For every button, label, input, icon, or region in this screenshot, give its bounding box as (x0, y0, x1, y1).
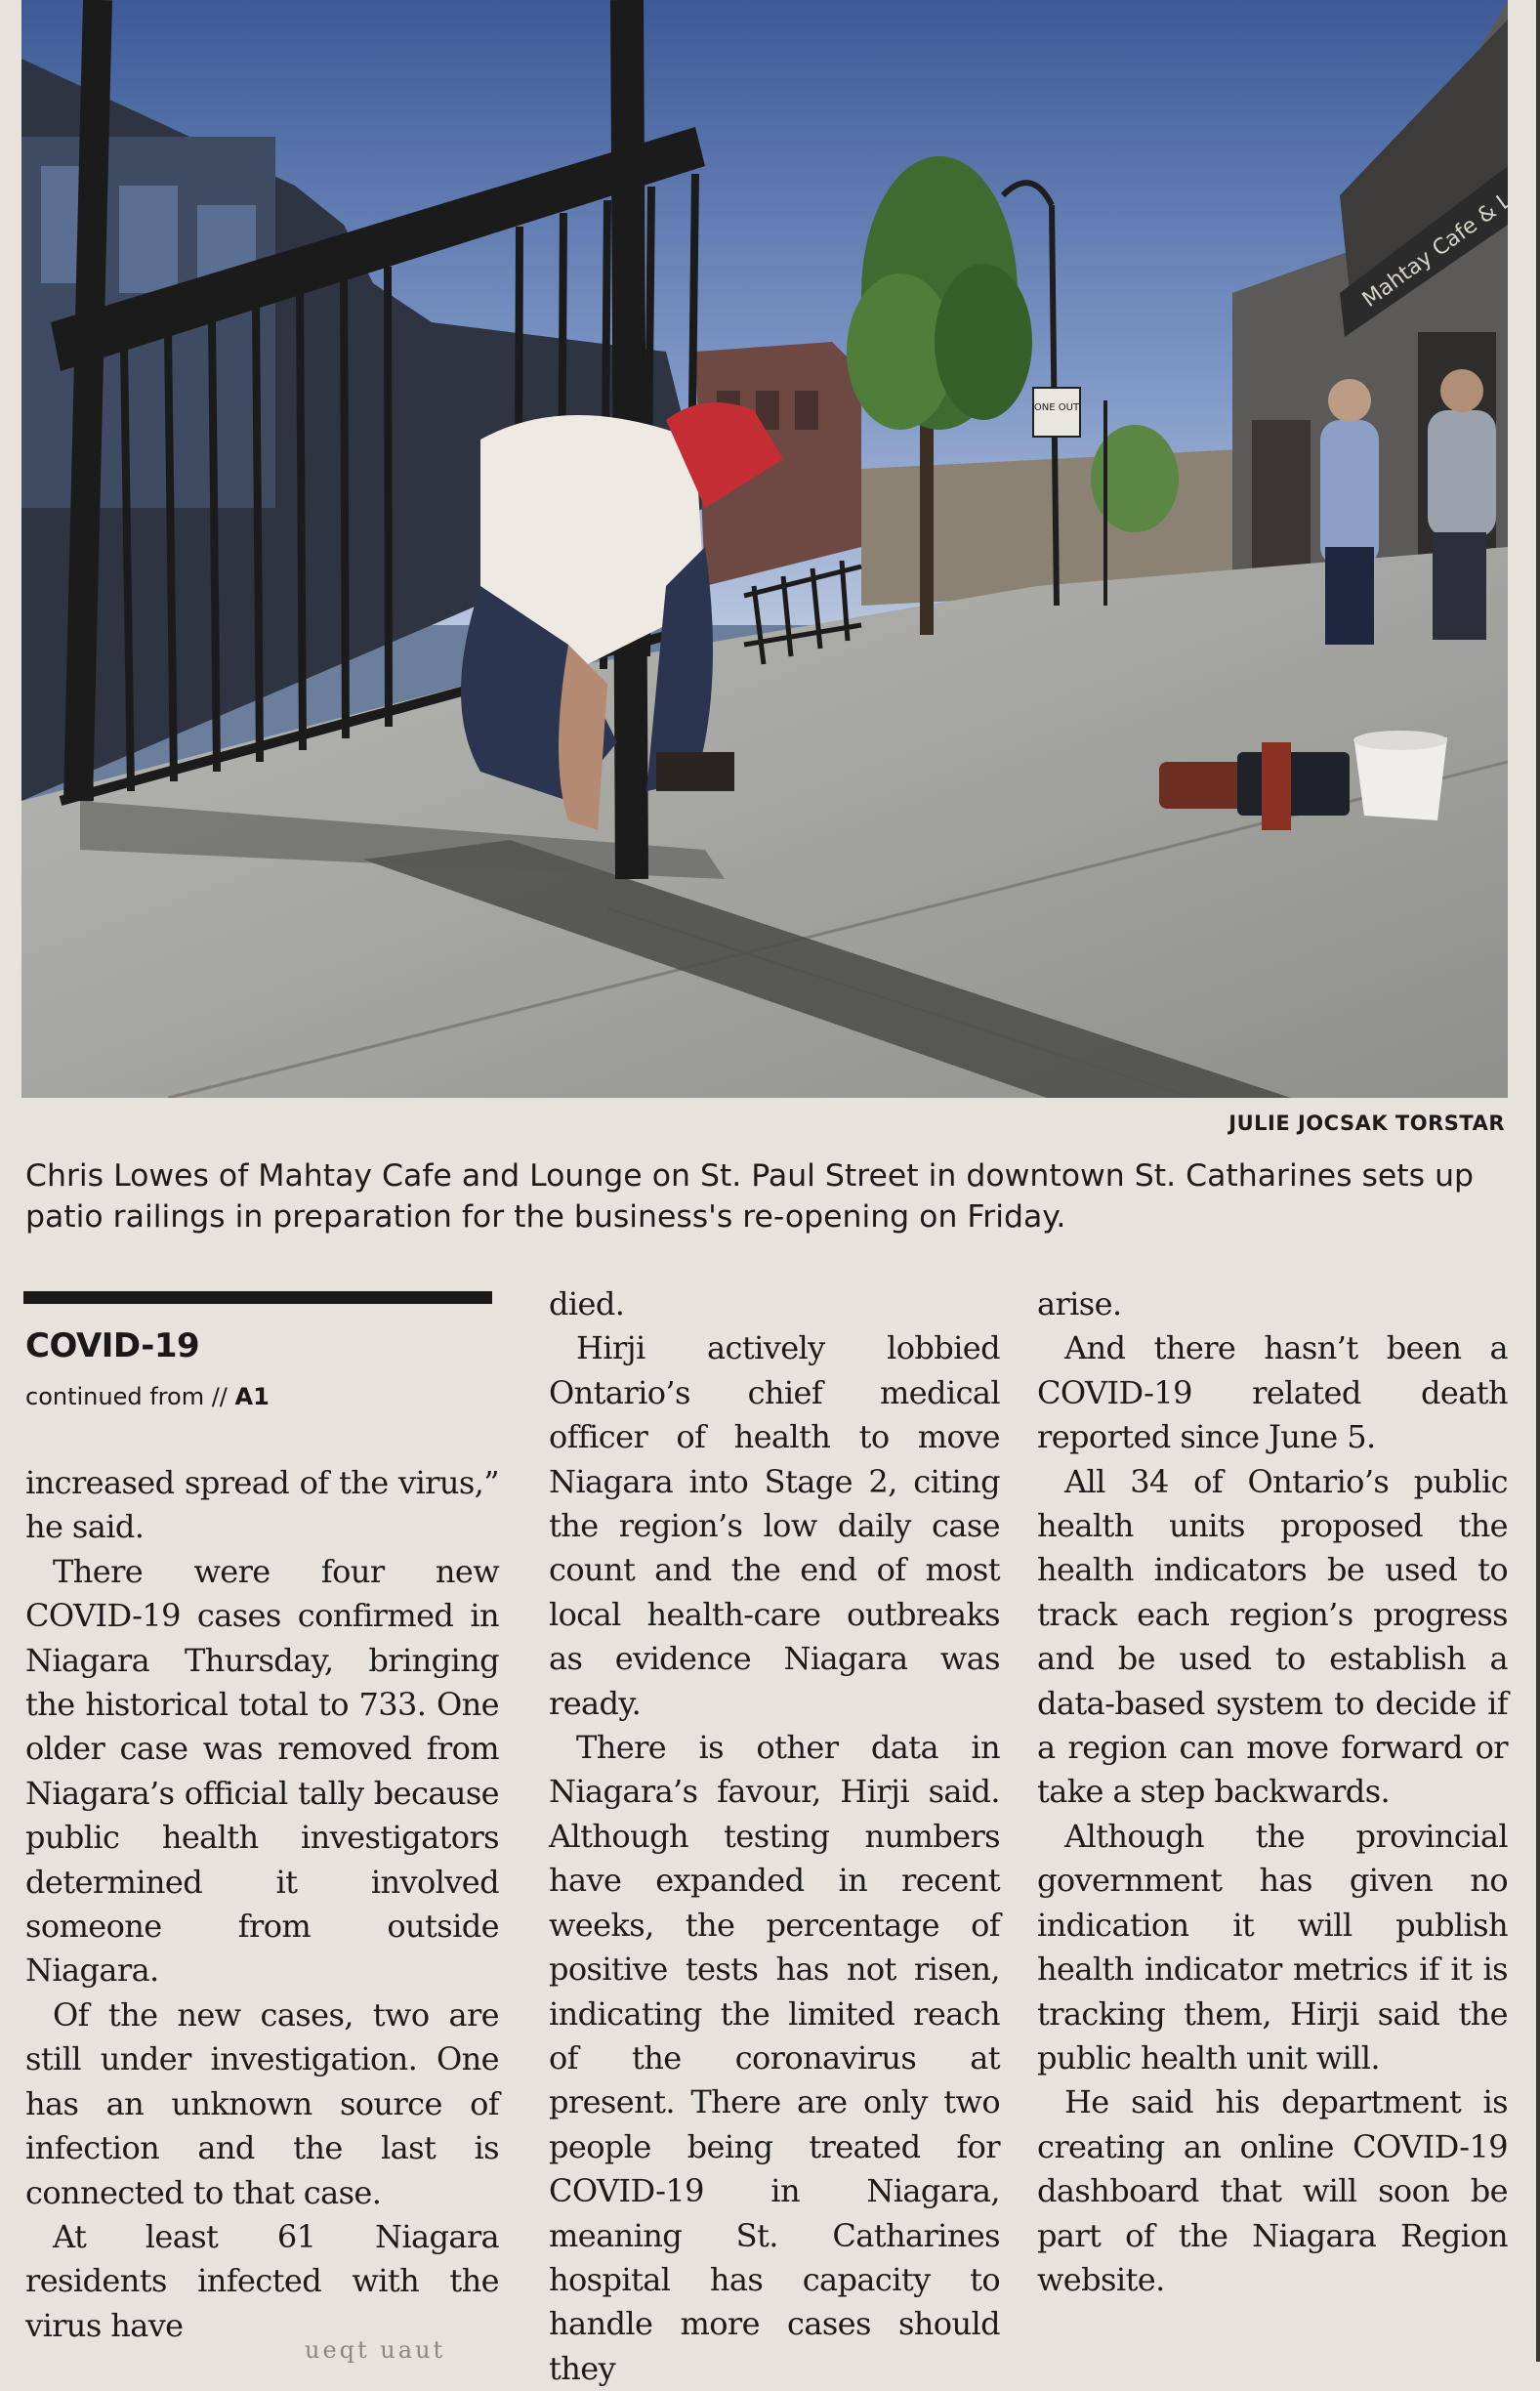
paragraph: There is other data in Niagara’s favour, Hirji said. Although testing numbers have expanded in recent weeks, the percentage of positive tests has not risen, indicating the limited reach of the coronavirus at present. There are only two people being treated for COVID-19 in Niagara, meaning St. Catharines hospital has capacity to handle more cases should they (549, 1729, 1000, 2387)
paragraph: arise. (1037, 1285, 1122, 1322)
paragraph: There were four new COVID-19 cases confirmed in Niagara Thursday, bringing the historical total to 733. One older case was removed from Niagara’s official tally because public health investigators determined it involved someone from outside Niagara. (25, 1552, 499, 1990)
article-column-3 (1037, 1282, 1508, 2302)
paragraph: Hirji actively lobbied Ontario’s chief medical officer of health to move Niagara into Stage 2, citing the region’s low daily case count and the end of most local health-care outbreaks as evidence Niagara was ready. (549, 1329, 1000, 1722)
paragraph: died. (549, 1285, 625, 1322)
news-photo (21, 0, 1508, 1098)
paragraph: At least 61 Niagara residents infected with the virus have (25, 2217, 499, 2344)
paragraph: Of the new cases, two are still under investigation. One has an unknown source of infection and the last is connected to that case. (25, 1995, 499, 2211)
jump-line (25, 1383, 270, 1410)
jump-prefix: continued from // (25, 1383, 228, 1410)
bleed-through-text: ueqt uaut (305, 2336, 446, 2364)
article-column-1 (25, 1461, 499, 2348)
article-column-2 (549, 1282, 1000, 2391)
section-label: COVID-19 (25, 1326, 200, 1365)
photo-credit: JULIE JOCSAK TORSTAR (1228, 1112, 1505, 1135)
jump-page: A1 (234, 1383, 270, 1410)
crossing-sign-text: ONE OUT (1033, 402, 1080, 413)
photo-caption: Chris Lowes of Mahtay Cafe and Lounge on St. Paul Street in downtown St. Catharines sets up patio railings in preparation for the business's re-opening on Friday. (25, 1158, 1475, 1235)
paragraph: And there hasn’t been a COVID-19 related death reported since June 5. (1037, 1329, 1508, 1456)
paragraph: increased spread of the virus,” he said. (25, 1464, 499, 1546)
paragraph: All 34 of Ontario’s public health units proposed the health indicators be used to track each region’s progress and be used to establish a data-based system to decide if a region can move forward or take a step backwards. (1037, 1462, 1508, 1811)
paragraph: He said his department is creating an online COVID-19 dashboard that will soon be part of the Niagara Region website. (1037, 2083, 1508, 2298)
paragraph: Although the provincial government has given no indication it will publish health indicator metrics if it is tracking them, Hirji said the public health unit will. (1037, 1817, 1508, 2076)
page-edge (1536, 0, 1540, 2362)
section-rule (23, 1291, 492, 1304)
